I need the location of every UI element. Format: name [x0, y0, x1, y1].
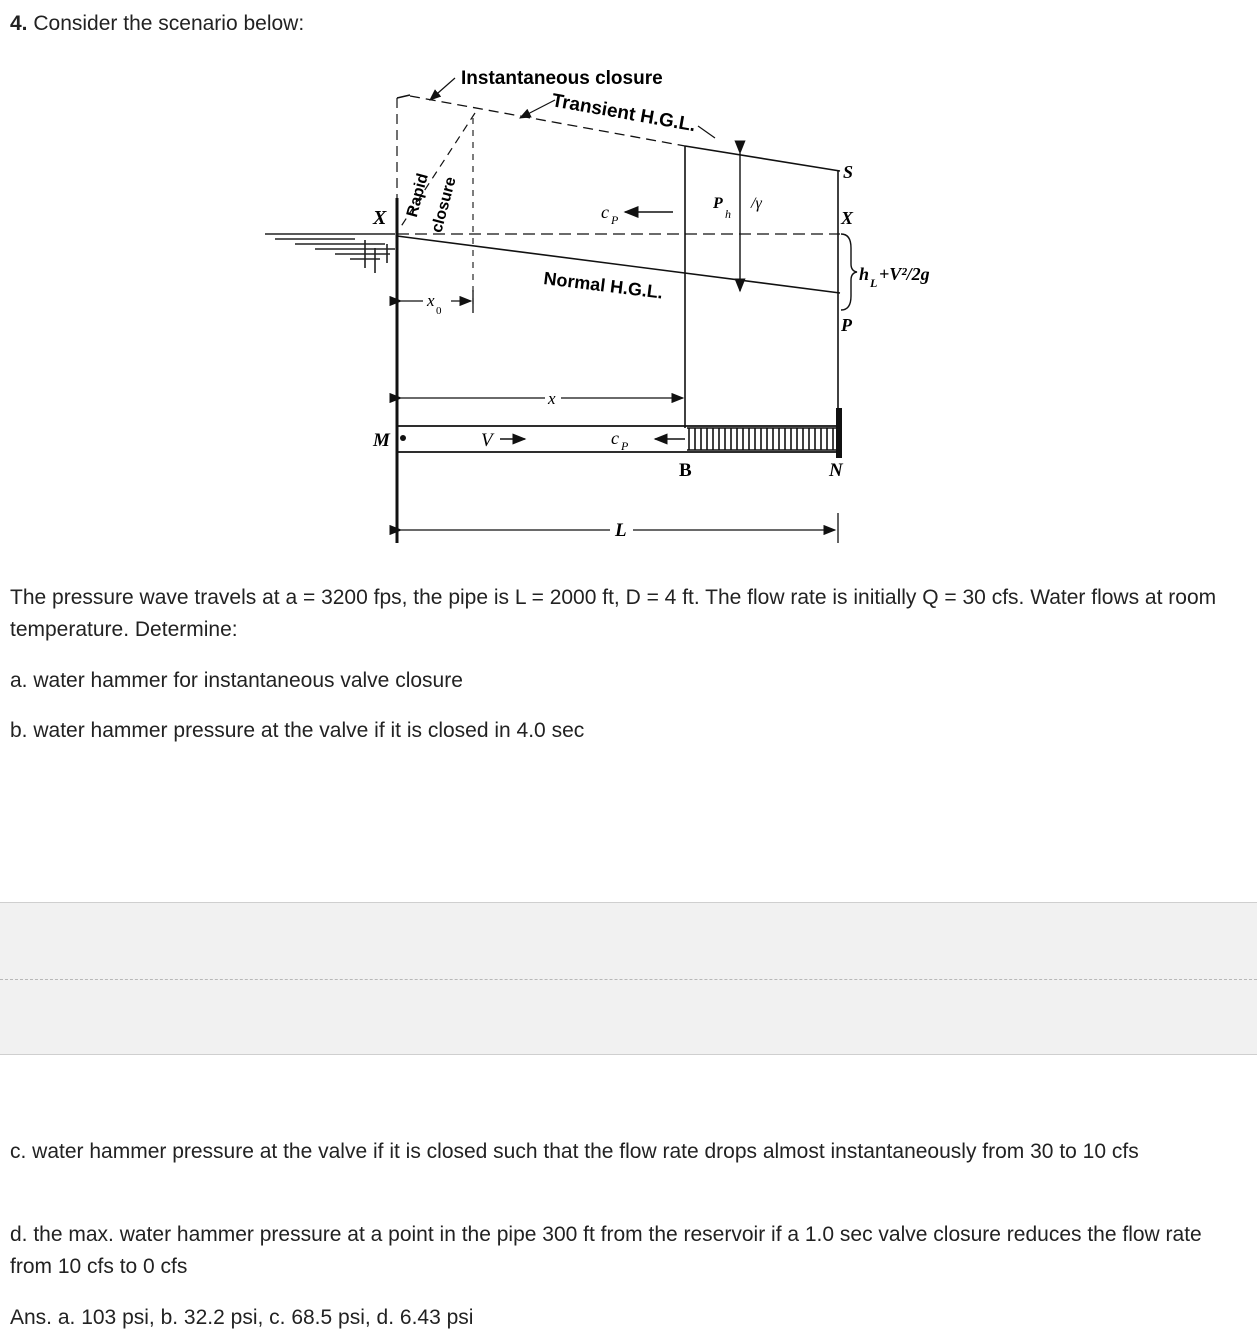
label-instantaneous-closure: Instantaneous closure	[461, 68, 663, 89]
answers: Ans. a. 103 psi, b. 32.2 psi, c. 68.5 psi, d. 6.43 psi	[10, 1306, 474, 1329]
part-b: b. water hammer pressure at the valve if it is closed in 4.0 sec	[10, 719, 585, 742]
label-p: P	[841, 315, 852, 335]
label-rapid: Rapid	[403, 171, 432, 219]
transient-hgl-solid	[685, 146, 840, 171]
label-x-left: X	[373, 207, 387, 229]
reservoir-water	[265, 234, 395, 273]
label-hl: h	[859, 264, 870, 284]
label-cp-lower-sub: P	[621, 439, 629, 453]
label-x0-sub: 0	[436, 305, 442, 317]
head-brace	[841, 234, 857, 310]
water-hammer-diagram	[255, 58, 985, 548]
label-s: S	[843, 162, 854, 182]
label-cp-upper-sub: P	[611, 213, 619, 227]
question-title-text: Consider the scenario below:	[33, 12, 305, 35]
part-a: a. water hammer for instantaneous valve closure	[10, 669, 463, 692]
label-l: L	[615, 520, 627, 541]
given-text: The pressure wave travels at a = 3200 fps, the pipe is L = 2000 ft, D = 4 ft. The flow rate is initially Q = 30 cfs. Water flows at room temperature. Determine:	[10, 586, 1217, 641]
label-v: V	[481, 430, 493, 451]
valve	[836, 408, 842, 458]
label-cp-lower: c	[611, 428, 619, 448]
label-n: N	[829, 460, 843, 481]
part-d: d. the max. water hammer pressure at a point in the pipe 300 ft from the reservoir if a 1.0 sec valve closure reduces the flow rate from 10 cfs to 0 cfs	[10, 1223, 1202, 1278]
label-cp-upper: c	[601, 202, 609, 222]
answer-box-top	[0, 902, 1257, 980]
label-normal-hgl: Normal H.G.L.	[542, 268, 665, 303]
compressed-zone	[687, 428, 838, 450]
label-closure: closure	[428, 175, 460, 235]
label-ph-gamma: /γ	[751, 195, 762, 212]
label-x: x	[548, 389, 556, 408]
label-ph: P	[713, 195, 723, 212]
label-ph-sub: h	[725, 207, 731, 221]
label-v2-2g: +V²/2g	[879, 264, 930, 284]
label-b: B	[679, 460, 692, 481]
label-x0: x	[427, 291, 435, 310]
question-title	[10, 8, 304, 40]
label-hl-sub: L	[870, 276, 878, 290]
question-number: 4.	[10, 12, 28, 35]
label-x-right: X	[841, 208, 854, 228]
label-m: M	[373, 430, 390, 451]
label-transient-hgl: Transient H.G.L.	[550, 90, 698, 137]
answer-box-bottom	[0, 979, 1257, 1055]
part-c: c. water hammer pressure at the valve if it is closed such that the flow rate drops almost instantaneously from 30 to 10 cfs	[10, 1140, 1139, 1163]
